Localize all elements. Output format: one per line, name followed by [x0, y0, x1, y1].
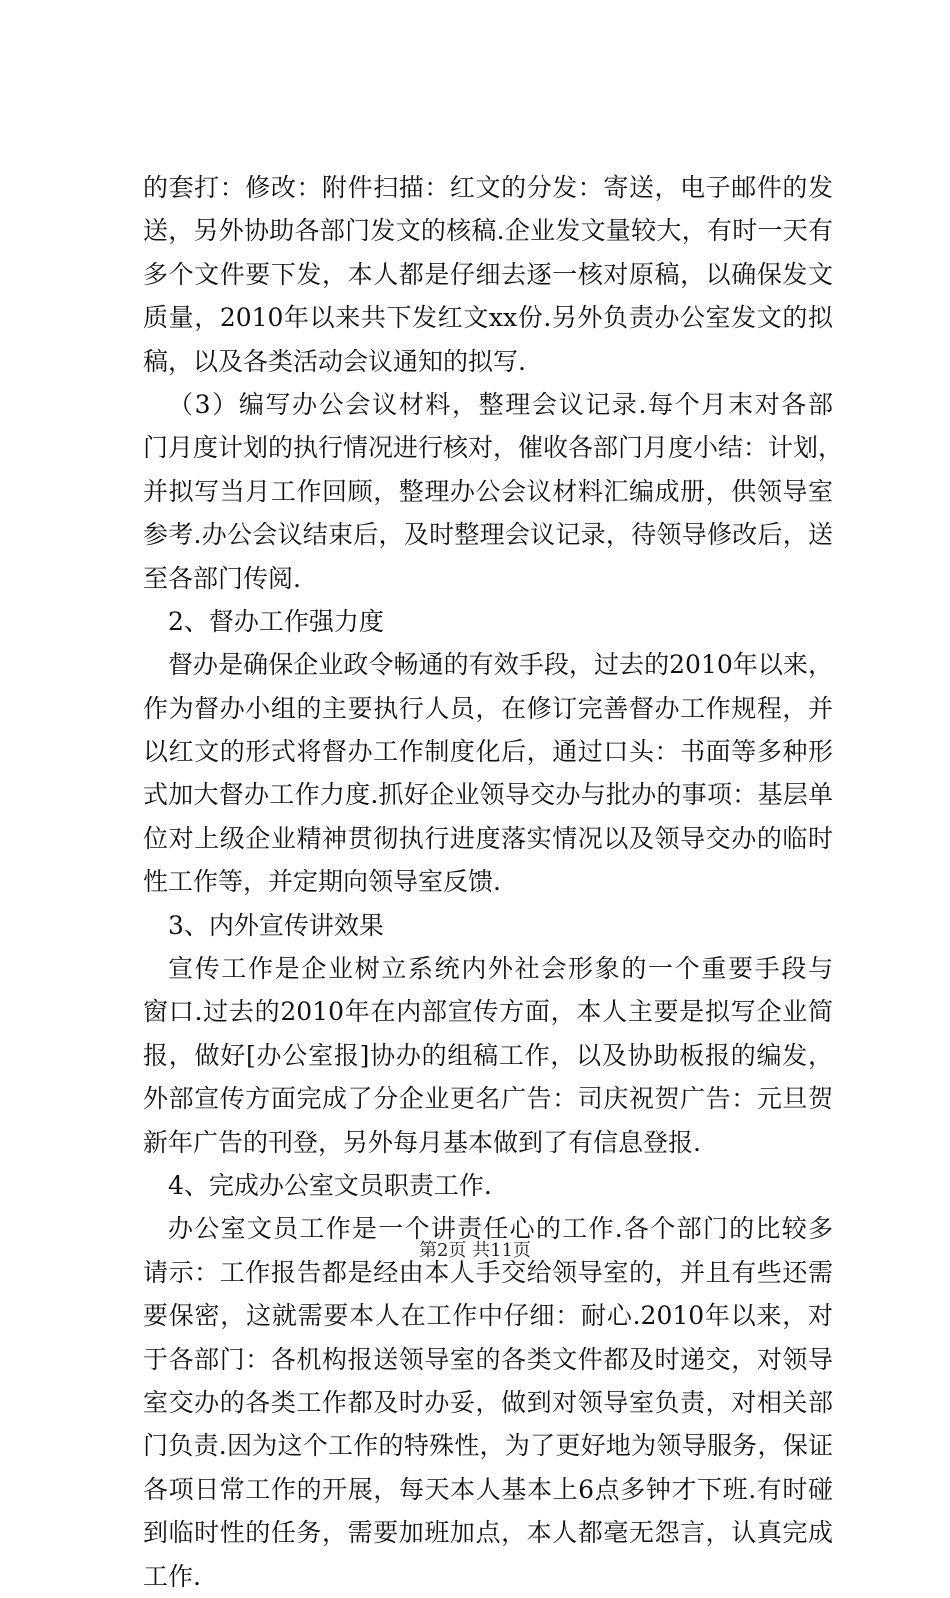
text-line: 送，另外协助各部门发文的核稿.企业发文量较大，有时一天有 [143, 216, 833, 246]
text-line: 2、督办工作强力度 [168, 606, 384, 636]
page-footer: 第2页 共11页 [418, 1240, 532, 1261]
text-line: 质量，2010年以来共下发红文xx份.另外负责办公室发文的拟 [143, 303, 833, 333]
text-line: 外部宣传方面完成了分企业更名广告：司庆祝贺广告：元旦贺 [143, 1084, 833, 1114]
text-line: 门月度计划的执行情况进行核对，催收各部门月度小结：计划， [143, 433, 844, 463]
text-line: 参考.办公会议结束后，及时整理会议记录，待领导修改后，送 [143, 520, 833, 550]
text-line: 新年广告的刊登，另外每月基本做到了有信息登报. [143, 1127, 701, 1157]
text-line: 办公室文员工作是一个讲责任心的工作.各个部门的比较多 [168, 1214, 833, 1244]
body-text [143, 166, 844, 1598]
text-line: 到临时性的任务，需要加班加点，本人都毫无怨言，认真完成 [143, 1518, 833, 1548]
text-line: 室交办的各类工作都及时办妥，做到对领导室负责，对相关部 [143, 1387, 833, 1417]
text-line: 于各部门：各机构报送领导室的各类文件都及时递交，对领导 [143, 1344, 833, 1374]
text-line: 3、内外宣传讲效果 [168, 910, 384, 940]
text-line: 多个文件要下发，本人都是仔细去逐一核对原稿，以确保发文 [143, 259, 833, 289]
text-line: 位对上级企业精神贯彻执行进度落实情况以及领导交办的临时 [143, 823, 833, 853]
text-line: 并拟写当月工作回顾，整理办公会议材料汇编成册，供领导室 [143, 476, 833, 506]
text-line: 工作. [143, 1561, 201, 1591]
text-line: 窗口.过去的2010年在内部宣传方面，本人主要是拟写企业简 [143, 997, 833, 1027]
text-line: 报，做好[办公室报]协办的组稿工作，以及协助板报的编发， [143, 1040, 833, 1070]
text-line: 稿，以及各类活动会议通知的拟写. [143, 346, 526, 376]
text-line: 请示：工作报告都是经由本人手交给领导室的，并且有些还需 [143, 1257, 833, 1287]
text-line: （3）编写办公会议材料，整理会议记录.每个月末对各部 [168, 389, 833, 419]
text-line: 门负责.因为这个工作的特殊性，为了更好地为领导服务，保证 [143, 1431, 833, 1461]
text-line: 性工作等，并定期向领导室反馈. [143, 867, 501, 897]
text-line: 的套打：修改：附件扫描：红文的分发：寄送，电子邮件的发 [143, 173, 833, 202]
text-line: 要保密，这就需要本人在工作中仔细：耐心.2010年以来，对 [143, 1301, 833, 1331]
text-line: 4、完成办公室文员职责工作. [168, 1170, 492, 1200]
text-line: 作为督办小组的主要执行人员，在修订完善督办工作规程，并 [143, 693, 833, 723]
text-line: 各项日常工作的开展，每天本人基本上6点多钟才下班.有时碰 [143, 1474, 833, 1504]
text-line: 式加大督办工作力度.抓好企业领导交办与批办的事项：基层单 [143, 780, 833, 810]
text-line: 以红文的形式将督办工作制度化后，通过口头：书面等多种形 [143, 737, 833, 767]
text-line: 督办是确保企业政令畅通的有效手段，过去的2010年以来， [168, 650, 833, 680]
text-line: 至各部门传阅. [143, 563, 301, 593]
text-line: 宣传工作是企业树立系统内外社会形象的一个重要手段与 [168, 954, 833, 984]
